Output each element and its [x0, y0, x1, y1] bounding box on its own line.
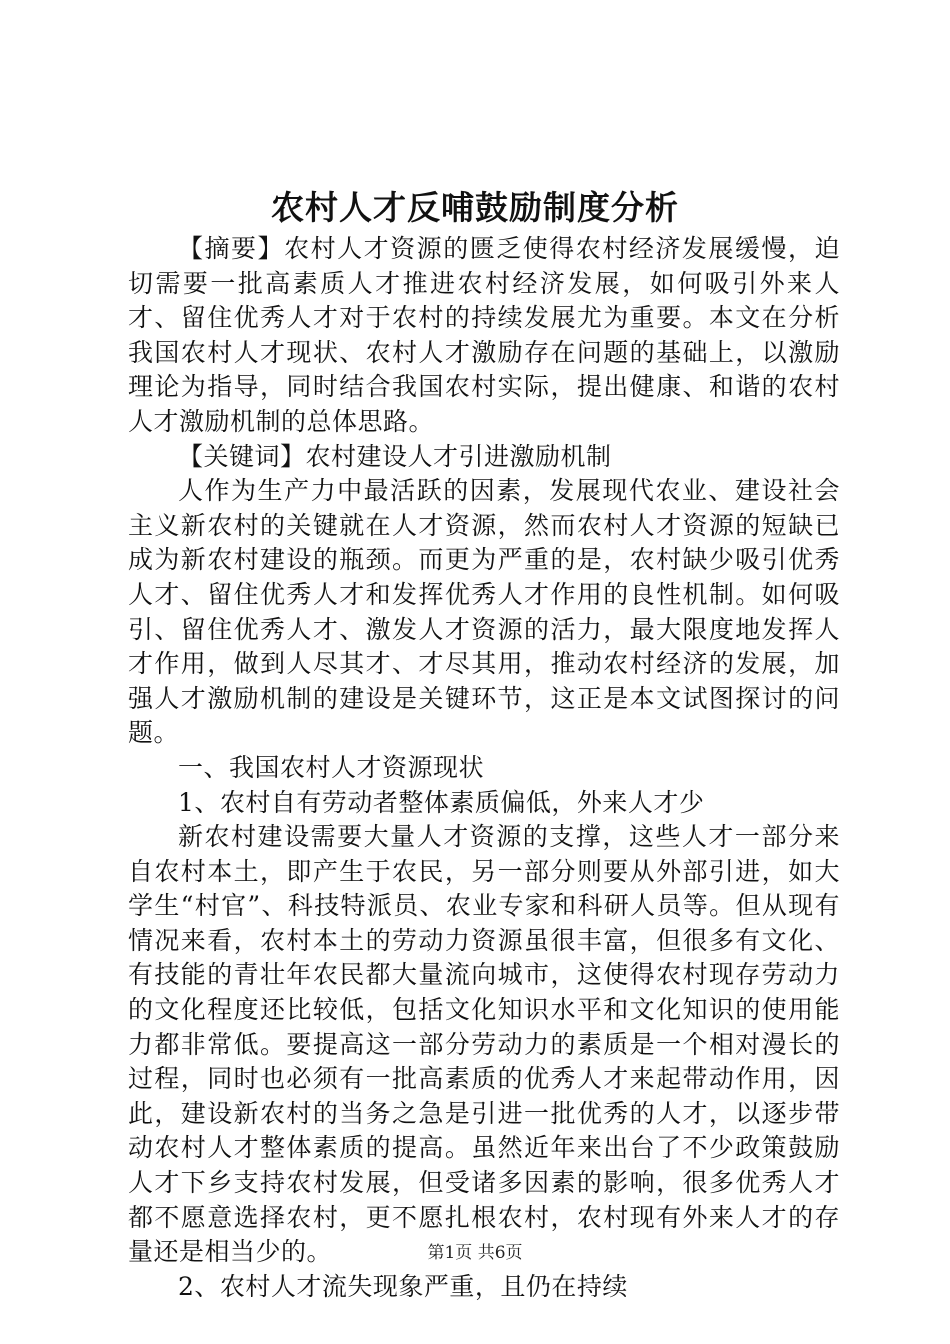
- page-number-footer: 第1页 共6页: [427, 1243, 523, 1263]
- section-heading: 一、我国农村人才资源现状: [178, 752, 485, 782]
- subsection-heading: 2、农村人才流失现象严重，且仍在持续: [178, 1271, 628, 1301]
- body-paragraph: 新农村建设需要大量人才资源的支撑，这些人才一部分来自农村本土，即产生于农民，另一部分则要从外部引进，如大学生“村官”、科技特派员、农业专家和科研人员等。但从现有情况来看，农村本土的劳动力资源虽很丰富，但很多有文化、有技能的青壮年农民都大量流向城市，这使得农村现存劳动力的文化程度还比较低，包括文化知识水平和文化知识的使用能力都非常低。要提高这一部分劳动力的素质是一个相对漫长的过程，同时也必须有一批高素质的优秀人才来起带动作用，因此，建设新农村的当务之急是引进一批优秀的人才，以逐步带动农村人才整体素质的提高。虽然近年来出台了不少政策鼓励人才下乡支持农村发展，但受诸多因素的影响，很多优秀人才都不愿意选择农村，更不愿扎根农村，农村现有外来人才的存量还是相当少的。: [128, 822, 840, 1267]
- keywords-paragraph: 【关键词】农村建设人才引进激励机制: [178, 441, 612, 471]
- abstract-paragraph: 【摘要】农村人才资源的匮乏使得农村经济发展缓慢，迫切需要一批高素质人才推进农村经济发展，如何吸引外来人才、留住优秀人才对于农村的持续发展尤为重要。本文在分析我国农村人才现状、农村人才激励存在问题的基础上，以激励理论为指导，同时结合我国农村实际，提出健康、和谐的农村人才激励机制的总体思路。: [128, 234, 840, 436]
- subsection-heading: 1、农村自有劳动者整体素质偏低，外来人才少: [178, 787, 705, 817]
- document-title: 农村人才反哺鼓励制度分析: [271, 188, 679, 227]
- intro-paragraph: 人作为生产力中最活跃的因素，发展现代农业、建设社会主义新农村的关键就在人才资源，然而农村人才资源的短缺已成为新农村建设的瓶颈。而更为严重的是，农村缺少吸引优秀人才、留住优秀人才和发挥优秀人才作用的良性机制。如何吸引、留住优秀人才、激发人才资源的活力，最大限度地发挥人才作用，做到人尽其才、才尽其用，推动农村经济的发展，加强人才激励机制的建设是关键环节，这正是本文试图探讨的问题。: [128, 476, 840, 748]
- document-body: [128, 232, 840, 1304]
